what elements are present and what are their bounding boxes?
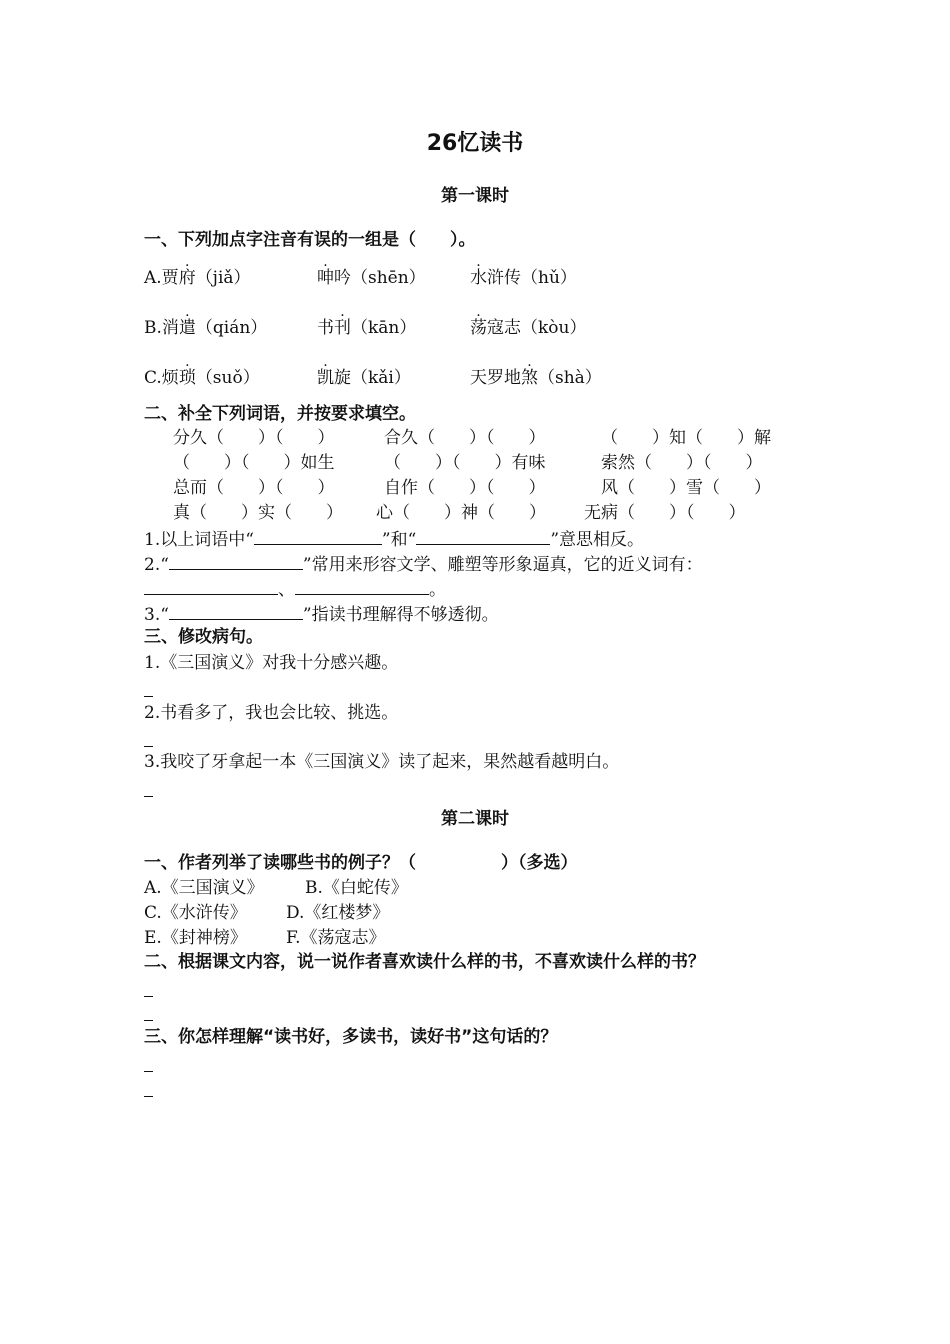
answer-line[interactable] (144, 1096, 153, 1097)
answer-line[interactable] (144, 1071, 153, 1072)
lesson-2-question-2-prompt: 二、根据课文内容，说一说作者喜欢读什么样的书，不喜欢读什么样的书？ (144, 952, 705, 972)
fill-in-item-2: 2.“ ”常用来形容文学、雕塑等形象逼真，它的近义词有： (144, 555, 703, 575)
answer-blank[interactable] (254, 530, 382, 545)
idiom-item: （ ）（ ）如生 (173, 453, 335, 473)
lesson-2-heading: 第二课时 (441, 809, 509, 829)
question-1-prompt: 一、下列加点字注音有误的一组是（ ）。 (144, 230, 476, 250)
sentence-item: 2.书看多了，我也会比较、挑选。 (144, 703, 399, 723)
idiom-item: 心（ ）神（ ） (376, 503, 546, 523)
answer-line[interactable] (144, 996, 153, 997)
idiom-item: 合久（ ）（ ） (384, 428, 546, 448)
answer-blank[interactable] (144, 580, 278, 595)
answer-blank[interactable] (416, 530, 550, 545)
idiom-item: （ ）知（ ）解 (601, 428, 771, 448)
idiom-item: 无病（ ）（ ） (584, 503, 746, 523)
answer-blank[interactable] (295, 580, 429, 595)
sentence-item: 1.《三国演义》对我十分感兴趣。 (144, 653, 399, 673)
answer-blank[interactable] (169, 605, 303, 620)
answer-blank[interactable] (169, 555, 303, 570)
idiom-item: 自作（ ）（ ） (384, 478, 546, 498)
answer-line[interactable] (144, 796, 153, 797)
pinyin-option: A.贾 . 府（jiǎ） (144, 254, 251, 288)
fill-in-item-1: 1.以上词语中“ ”和“ ”意思相反。 (144, 530, 645, 550)
book-option: E.《封神榜》 (144, 928, 247, 948)
answer-line[interactable] (144, 696, 153, 697)
page-title: 26忆读书 (426, 131, 524, 156)
book-option: A.《三国演义》 (144, 878, 264, 898)
question-2-prompt: 二、补全下列词语，并按要求填空。 (144, 404, 416, 424)
pinyin-option: . 水浒传（hǔ） (470, 254, 577, 288)
lesson-2-question-3-prompt: 三、你怎样理解“读书好，多读书，读好书”这句话的？ (144, 1027, 558, 1047)
pinyin-option: . 荡寇志（kòu） (470, 304, 587, 338)
pinyin-option: B.消 . 遣（qián） (144, 304, 268, 338)
fill-in-item-2-synonyms: 、 。 (144, 580, 446, 599)
idiom-item: 索然（ ）（ ） (601, 453, 763, 473)
pinyin-option: . 呻吟（shēn） (317, 254, 426, 288)
pinyin-option: 天罗地 . 煞（shà） (470, 354, 602, 388)
book-option: D.《红楼梦》 (286, 903, 390, 923)
pinyin-option: . 凯旋（kǎi） (317, 354, 411, 388)
book-option: C.《水浒传》 (144, 903, 247, 923)
lesson-1-heading: 第一课时 (441, 186, 509, 206)
idiom-item: （ ）（ ）有味 (384, 453, 546, 473)
idiom-item: 总而（ ）（ ） (173, 478, 335, 498)
idiom-item: 真（ ）实（ ） (173, 503, 343, 523)
idiom-item: 风（ ）雪（ ） (601, 478, 771, 498)
answer-line[interactable] (144, 1020, 153, 1021)
question-3-prompt: 三、修改病句。 (144, 627, 263, 647)
pinyin-option: 书 . 刊（kān） (317, 304, 417, 338)
lesson-2-question-1-prompt: 一、作者列举了读哪些书的例子？（ ）（多选） (144, 853, 578, 873)
book-option: F.《荡寇志》 (286, 928, 386, 948)
fill-in-item-3: 3.“ ”指读书理解得不够透彻。 (144, 605, 499, 625)
idiom-item: 分久（ ）（ ） (173, 428, 335, 448)
answer-line[interactable] (144, 746, 153, 747)
book-option: B.《白蛇传》 (305, 878, 408, 898)
pinyin-option: C.烦 . 琐（suǒ） (144, 354, 260, 388)
sentence-item: 3.我咬了牙拿起一本《三国演义》读了起来，果然越看越明白。 (144, 752, 620, 772)
